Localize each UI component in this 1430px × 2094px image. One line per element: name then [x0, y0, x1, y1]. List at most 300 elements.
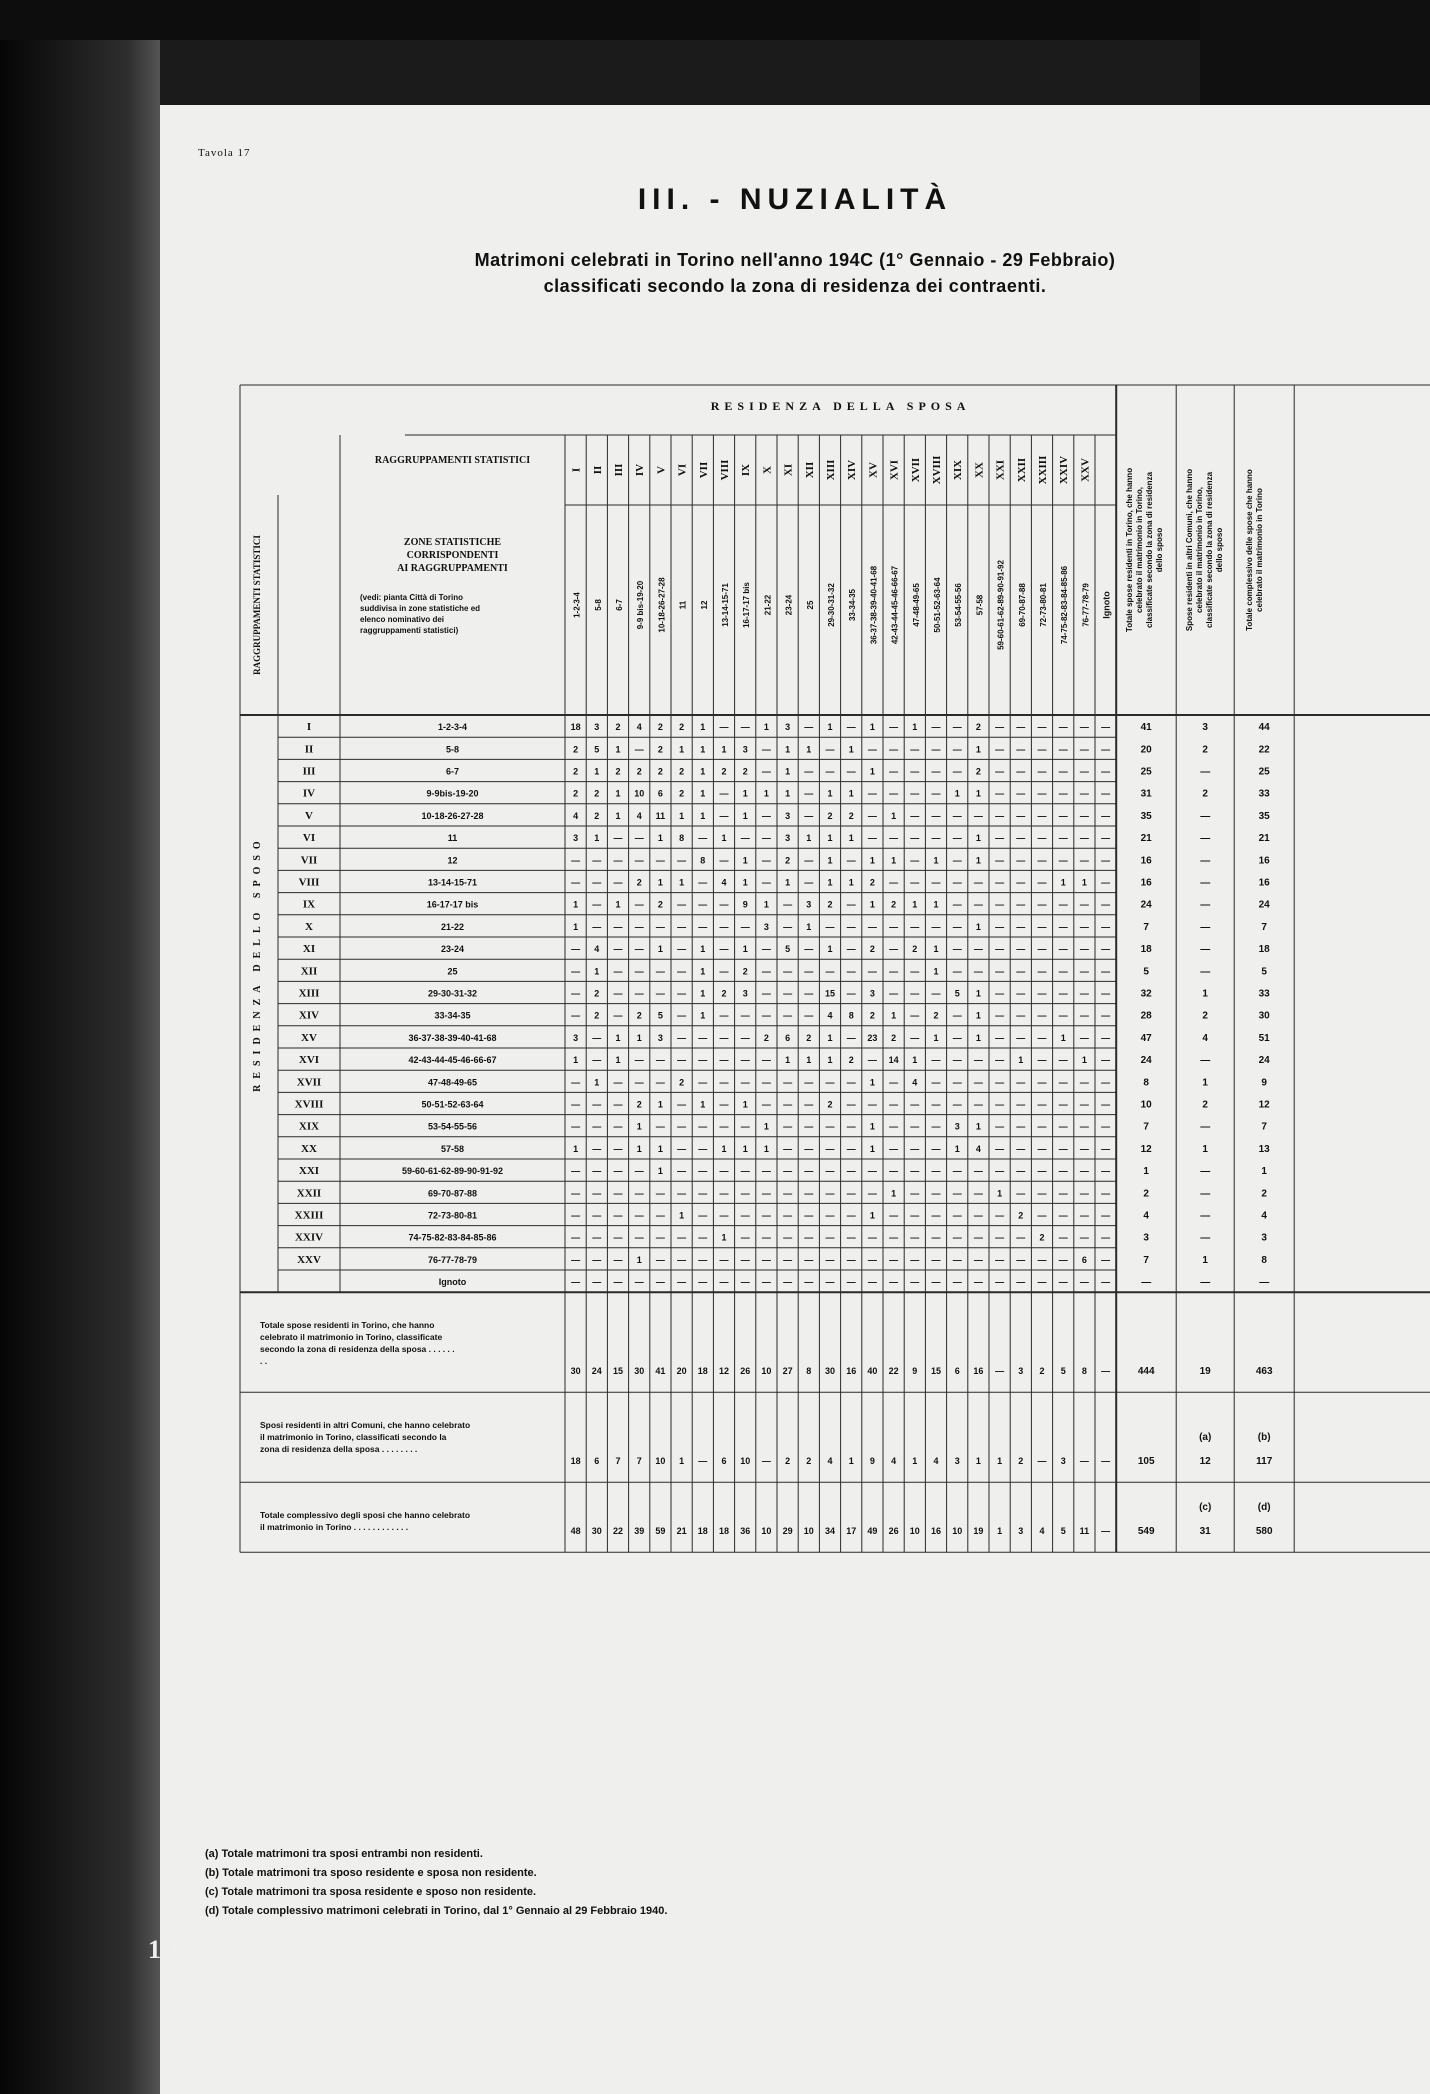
- row-total-altri: 1: [1202, 1077, 1208, 1089]
- cell: —: [1101, 966, 1111, 977]
- cell: 1: [615, 744, 621, 755]
- cell: —: [1101, 1055, 1111, 1066]
- cell: 1: [657, 833, 663, 844]
- cell: —: [931, 1232, 941, 1243]
- cell: 1: [975, 744, 981, 755]
- cell: —: [825, 921, 835, 932]
- row-group-xii: XII: [300, 965, 318, 978]
- cell: —: [1037, 1010, 1047, 1021]
- col-zones-13: 29-30-31-32: [827, 583, 836, 627]
- cell: —: [613, 1010, 623, 1021]
- cell: —: [655, 921, 665, 932]
- total-header-complessivo: Totale complessivo delle spose che hannocelebrato il matrimonio in Torino: [1245, 469, 1265, 631]
- cell: 3: [573, 1032, 579, 1043]
- side-label-residenza-sposo: RESIDENZA DELLO SPOSO: [252, 835, 263, 1092]
- cell: —: [719, 1055, 729, 1066]
- row-total-complessivo: 25: [1258, 766, 1270, 778]
- row-group-ii: II: [304, 743, 314, 756]
- cell: —: [740, 1010, 750, 1021]
- cell: —: [825, 1166, 835, 1177]
- col-group-xiv: XIV: [846, 459, 859, 481]
- cell: —: [783, 1277, 793, 1288]
- cell: —: [889, 1254, 899, 1265]
- summary-cell: 10: [761, 1366, 772, 1377]
- cell: —: [1058, 988, 1068, 999]
- cell: —: [783, 966, 793, 977]
- cell: —: [571, 944, 581, 955]
- cell: —: [825, 1121, 835, 1132]
- cell: —: [1079, 899, 1089, 910]
- summary-cell: —: [698, 1456, 708, 1467]
- cell: —: [1037, 1188, 1047, 1199]
- cell: —: [719, 1254, 729, 1265]
- cell: —: [1101, 1143, 1111, 1154]
- cell: 1: [848, 877, 854, 888]
- col-zones-5: 10-18-26-27-28: [657, 577, 667, 633]
- cell: —: [740, 1055, 750, 1066]
- cell: —: [889, 1277, 899, 1288]
- cell: —: [1079, 833, 1089, 844]
- cell: —: [677, 966, 687, 977]
- summary-label-3: Totale complessivo degli sposi che hanno celebrato il matrimonio in Torino . . . . . . . . . . . .: [260, 1510, 471, 1533]
- cell: —: [592, 1099, 602, 1110]
- cell: —: [761, 1210, 771, 1221]
- header-raggruppamenti: RAGGRUPPAMENTI STATISTICI: [374, 455, 531, 466]
- cell: —: [1101, 1010, 1111, 1021]
- row-total-complessivo: 2: [1261, 1188, 1267, 1200]
- cell: 1: [975, 1010, 981, 1021]
- cell: 1: [573, 899, 579, 910]
- cell: —: [1037, 1143, 1047, 1154]
- cell: 3: [742, 988, 748, 999]
- cell: —: [655, 1188, 665, 1199]
- row-group-iii: III: [302, 765, 316, 778]
- cell: 3: [954, 1121, 960, 1132]
- cell: —: [1101, 1277, 1111, 1288]
- cell: —: [1101, 833, 1111, 844]
- cell: —: [1058, 1210, 1068, 1221]
- cell: —: [571, 855, 581, 866]
- scan-top-edge: [0, 0, 1200, 40]
- cell: —: [846, 1232, 856, 1243]
- summary-cell: 3: [1018, 1366, 1024, 1377]
- cell: —: [655, 1254, 665, 1265]
- cell: —: [655, 1055, 665, 1066]
- cell: —: [1016, 1121, 1026, 1132]
- cell: 1: [848, 744, 854, 755]
- cell: —: [867, 810, 877, 821]
- col-ignoto: Ignoto: [1101, 591, 1112, 619]
- col-group-vii: VII: [697, 461, 710, 479]
- cell: —: [698, 1143, 708, 1154]
- cell: —: [761, 944, 771, 955]
- row-group-v: V: [305, 809, 313, 822]
- cell: —: [1058, 1077, 1068, 1088]
- cell: 2: [657, 899, 663, 910]
- cell: —: [1037, 744, 1047, 755]
- cell: 2: [1018, 1210, 1024, 1221]
- row-total-torino: 32: [1140, 988, 1152, 1000]
- scan-left-edge: [0, 0, 160, 2094]
- row-total-altri: —: [1200, 877, 1211, 889]
- cell: —: [825, 1077, 835, 1088]
- cell: —: [846, 855, 856, 866]
- cell: 1: [975, 788, 981, 799]
- row-total-complessivo: 3: [1261, 1232, 1267, 1244]
- row-zones-xx: 57-58: [440, 1143, 465, 1154]
- row-total-torino: 7: [1143, 1121, 1149, 1133]
- cell: —: [1101, 722, 1111, 733]
- cell: —: [634, 944, 644, 955]
- cell: 5: [657, 1010, 663, 1021]
- cell: —: [613, 921, 623, 932]
- summary-cell: 22: [612, 1526, 624, 1537]
- cell: —: [889, 1210, 899, 1221]
- cell: —: [1079, 722, 1089, 733]
- row-zones-xxiii: 72-73-80-81: [427, 1210, 478, 1221]
- cell: —: [677, 1254, 687, 1265]
- cell: —: [995, 1210, 1005, 1221]
- cell: 15: [824, 988, 836, 999]
- cell: —: [677, 921, 687, 932]
- cell: —: [910, 788, 920, 799]
- cell: —: [592, 1232, 602, 1243]
- summary-cell: 18: [570, 1456, 581, 1467]
- cell: —: [655, 1232, 665, 1243]
- cell: 1: [763, 1143, 769, 1154]
- cell: 1: [806, 1055, 812, 1066]
- cell: —: [931, 833, 941, 844]
- row-total-altri: 1: [1202, 1143, 1208, 1155]
- cell: 1: [721, 1143, 727, 1154]
- summary-cell: 5: [1060, 1526, 1066, 1537]
- cell: 4: [721, 877, 727, 888]
- page-title: III. - NUZIALITÀ: [637, 183, 953, 216]
- cell: 2: [806, 1032, 812, 1043]
- cell: —: [1037, 1277, 1047, 1288]
- cell: —: [698, 1077, 708, 1088]
- cell: 1: [827, 944, 833, 955]
- cell: 4: [594, 944, 600, 955]
- col-group-xxiii: XXIII: [1037, 455, 1049, 485]
- row-zones-x: 21-22: [440, 921, 465, 932]
- cell: —: [783, 1010, 793, 1021]
- cell: —: [592, 1277, 602, 1288]
- cell: 4: [636, 722, 642, 733]
- cell: 1: [869, 1121, 875, 1132]
- cell: 1: [891, 855, 897, 866]
- cell: 1: [1018, 1055, 1024, 1066]
- cell: —: [867, 1188, 877, 1199]
- cell: 1: [594, 833, 600, 844]
- footnote-a: (a) Totale matrimoni tra sposi entrambi non residenti.: [205, 1848, 483, 1860]
- col-zones-22: 69-70-87-88: [1017, 583, 1027, 627]
- cell: —: [634, 966, 644, 977]
- summary-cell: 5: [1060, 1366, 1066, 1377]
- cell: —: [1058, 1099, 1068, 1110]
- summary-cell: 59: [655, 1526, 666, 1537]
- cell: —: [761, 766, 771, 777]
- cell: 2: [636, 1010, 642, 1021]
- row-zones-xii: 25: [447, 966, 458, 977]
- col-group-viii: VIII: [719, 459, 731, 481]
- cell: —: [846, 1143, 856, 1154]
- row-group-ix: IX: [302, 898, 316, 911]
- row-group-xxiii: XXIII: [294, 1209, 324, 1222]
- cell: —: [867, 1166, 877, 1177]
- col-group-vi: VI: [676, 463, 689, 477]
- cell: —: [889, 833, 899, 844]
- cell: —: [995, 810, 1005, 821]
- cell: —: [613, 1254, 623, 1265]
- cell: —: [995, 1166, 1005, 1177]
- row-total-complessivo: 7: [1261, 1121, 1267, 1133]
- summary-cell: 10: [952, 1526, 963, 1537]
- cell: 1: [806, 921, 812, 932]
- cell: —: [910, 1121, 920, 1132]
- cell: —: [677, 855, 687, 866]
- cell: —: [592, 1121, 602, 1132]
- cell: —: [783, 1143, 793, 1154]
- summary-cell: 30: [824, 1366, 836, 1377]
- cell: —: [846, 1188, 856, 1199]
- cell: —: [1101, 988, 1111, 999]
- cell: 5: [594, 744, 600, 755]
- subtitle-line-1: Matrimoni celebrati in Torino nell'anno 194C (1° Gennaio - 29 Febbraio): [474, 250, 1116, 270]
- cell: 1: [763, 722, 769, 733]
- cell: —: [910, 1254, 920, 1265]
- cell: 1: [657, 1099, 663, 1110]
- cell: —: [761, 1077, 771, 1088]
- summary-cell: 4: [827, 1456, 833, 1467]
- cell: —: [634, 855, 644, 866]
- summary-cell: 18: [697, 1366, 708, 1377]
- cell: —: [1101, 1032, 1111, 1043]
- cell: —: [1079, 966, 1089, 977]
- cell: —: [804, 1121, 814, 1132]
- summary-cell: 36: [740, 1526, 751, 1537]
- cell: —: [846, 966, 856, 977]
- cell: —: [804, 1099, 814, 1110]
- cell: —: [952, 1077, 962, 1088]
- col-group-xvii: XVII: [909, 457, 922, 483]
- cell: —: [1101, 1077, 1111, 1088]
- footnote-d: (d) Totale complessivo matrimoni celebrati in Torino, dal 1° Gennaio al 29 Febbraio 1940.: [205, 1905, 668, 1917]
- summary-cell: 8: [806, 1366, 812, 1377]
- cell: —: [698, 1210, 708, 1221]
- cell: —: [804, 766, 814, 777]
- cell: —: [952, 744, 962, 755]
- cell: —: [677, 1143, 687, 1154]
- cell: —: [719, 1277, 729, 1288]
- cell: —: [1016, 1010, 1026, 1021]
- cell: —: [698, 1232, 708, 1243]
- cell: 1: [891, 1188, 897, 1199]
- cell: —: [846, 1121, 856, 1132]
- cell: 1: [742, 855, 748, 866]
- row-total-torino: 5: [1143, 966, 1149, 978]
- cell: —: [740, 833, 750, 844]
- row-total-torino: 12: [1140, 1143, 1152, 1155]
- cell: —: [995, 1055, 1005, 1066]
- cell: —: [952, 1210, 962, 1221]
- cell: 3: [806, 899, 812, 910]
- cell: 2: [785, 855, 791, 866]
- row-total-complessivo: —: [1259, 1277, 1270, 1289]
- cell: —: [719, 1188, 729, 1199]
- cell: —: [761, 1232, 771, 1243]
- cell: 1: [785, 877, 791, 888]
- cell: —: [889, 1143, 899, 1154]
- cell: —: [1016, 966, 1026, 977]
- cell: 3: [785, 722, 791, 733]
- summary-cell: 26: [888, 1526, 899, 1537]
- scan-top-right-edge: [1200, 0, 1430, 105]
- cell: 1: [827, 877, 833, 888]
- cell: 1: [827, 1055, 833, 1066]
- row-zones-ix: 16-17-17 bis: [426, 899, 479, 910]
- cell: —: [931, 1143, 941, 1154]
- cell: —: [719, 1166, 729, 1177]
- cell: —: [931, 988, 941, 999]
- cell: —: [1037, 1099, 1047, 1110]
- cell: —: [910, 921, 920, 932]
- cell: —: [677, 1032, 687, 1043]
- cell: —: [1058, 1143, 1068, 1154]
- cell: —: [867, 921, 877, 932]
- cell: —: [698, 833, 708, 844]
- summary-cell: 1: [997, 1526, 1003, 1537]
- col-zones-14: 33-34-35: [848, 588, 858, 622]
- cell: 1: [700, 810, 706, 821]
- cell: —: [952, 810, 962, 821]
- cell: 1: [615, 1032, 621, 1043]
- cell: 1: [975, 1121, 981, 1132]
- cell: —: [719, 1210, 729, 1221]
- summary-cell: 1: [912, 1456, 918, 1467]
- cell: —: [1016, 1032, 1026, 1043]
- cell: —: [804, 877, 814, 888]
- cell: —: [804, 810, 814, 821]
- row-zones-xvi: 42-43-44-45-46-66-67: [408, 1055, 497, 1066]
- cell: —: [571, 966, 581, 977]
- cell: —: [1101, 1210, 1111, 1221]
- cell: —: [910, 1010, 920, 1021]
- cell: —: [804, 788, 814, 799]
- cell: —: [761, 1277, 771, 1288]
- cell: —: [592, 921, 602, 932]
- cell: 1: [657, 944, 663, 955]
- summary-total-altri: 31: [1199, 1526, 1211, 1538]
- cell: —: [1016, 1277, 1026, 1288]
- cell: —: [1058, 1254, 1068, 1265]
- cell: 2: [721, 766, 727, 777]
- row-total-complessivo: 21: [1258, 833, 1270, 845]
- row-zones-i: 1-2-3-4: [437, 722, 468, 733]
- cell: —: [634, 1166, 644, 1177]
- col-group-xxv: XXV: [1079, 458, 1092, 482]
- cell: —: [761, 1010, 771, 1021]
- col-zones-4: 9-9 bis-19-20: [636, 580, 646, 630]
- cell: —: [1058, 766, 1068, 777]
- cell: —: [592, 1188, 602, 1199]
- cell: 1: [742, 810, 748, 821]
- cell: —: [613, 1077, 623, 1088]
- cell: —: [1058, 833, 1068, 844]
- summary-cell: 1: [679, 1456, 685, 1467]
- cell: —: [952, 722, 962, 733]
- cell: —: [804, 855, 814, 866]
- cell: —: [889, 722, 899, 733]
- summary-cell: 9: [869, 1456, 875, 1467]
- row-total-altri: —: [1200, 1055, 1211, 1067]
- cell: —: [973, 899, 983, 910]
- cell: —: [910, 1143, 920, 1154]
- cell: —: [995, 1032, 1005, 1043]
- summary-cell: 2: [1039, 1366, 1045, 1377]
- row-total-torino: 24: [1140, 1055, 1152, 1067]
- cell: —: [825, 1188, 835, 1199]
- row-group-iv: IV: [302, 787, 316, 800]
- cell: —: [1058, 1166, 1068, 1177]
- summary-total-torino: 105: [1137, 1456, 1155, 1468]
- row-total-altri: 1: [1202, 988, 1208, 1000]
- cell: —: [889, 921, 899, 932]
- col-group-xii: XII: [803, 461, 816, 479]
- summary-cell: 49: [867, 1526, 878, 1537]
- cell: 1: [933, 966, 939, 977]
- cell: —: [1016, 899, 1026, 910]
- cell: —: [1079, 1121, 1089, 1132]
- summary-cell: 30: [570, 1366, 581, 1377]
- cell: —: [973, 944, 983, 955]
- side-label-raggruppamenti: RAGGRUPPAMENTI STATISTICI: [252, 535, 262, 675]
- cell: 2: [827, 1099, 833, 1110]
- cell: —: [1037, 1077, 1047, 1088]
- cell: 2: [594, 1010, 600, 1021]
- cell: —: [1016, 921, 1026, 932]
- cell: —: [804, 1010, 814, 1021]
- cell: —: [761, 1166, 771, 1177]
- row-zones-iii: 6-7: [445, 766, 460, 777]
- col-group-xx: XX: [973, 462, 986, 478]
- cell: —: [740, 921, 750, 932]
- cell: —: [740, 722, 750, 733]
- cell: —: [655, 1077, 665, 1088]
- summary-total-altri: 12: [1199, 1456, 1211, 1468]
- cell: 1: [636, 1121, 642, 1132]
- cell: —: [1079, 788, 1089, 799]
- cell: —: [825, 1232, 835, 1243]
- cell: 6: [785, 1032, 791, 1043]
- cell: 1: [679, 810, 685, 821]
- row-zones-vi: 11: [447, 833, 458, 844]
- cell: —: [1016, 1254, 1026, 1265]
- cell: —: [1016, 1232, 1026, 1243]
- cell: 2: [869, 877, 875, 888]
- summary-cell: —: [995, 1366, 1005, 1377]
- row-total-torino: 25: [1140, 766, 1152, 778]
- cell: —: [719, 788, 729, 799]
- cell: 1: [891, 810, 897, 821]
- cell: 5: [954, 988, 960, 999]
- cell: —: [1079, 944, 1089, 955]
- cell: 9: [742, 899, 748, 910]
- cell: 1: [1081, 877, 1087, 888]
- cell: —: [1079, 766, 1089, 777]
- document-page: [160, 105, 1430, 2094]
- cell: —: [1058, 855, 1068, 866]
